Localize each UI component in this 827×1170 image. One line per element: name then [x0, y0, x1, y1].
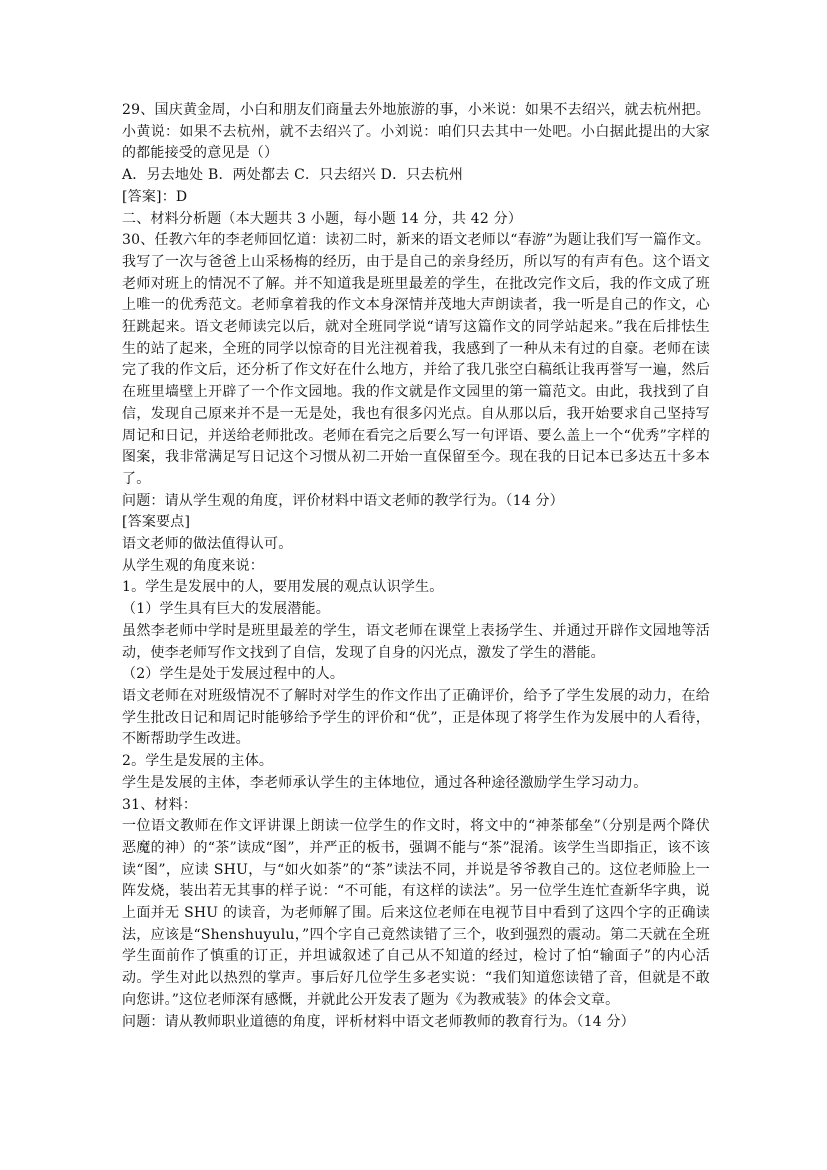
q30-question: 问题：请从学生观的角度，评价材料中语文老师的教学行为。（14 分）	[122, 492, 564, 509]
q31-material: 一位语文教师在作文评讲课上朗读一位学生的作文时，将文中的“神茶郁垒”（分别是两个降伏恶魔的神）的“茶”读成“图”，并严正的板书，强调不能与“茶”混淆。该学生当即指正，该不该读“图”，应读 SHU，与“如火如荼”的“茶”读法不同，并说是爷爷教自己的。这位老师脸上一阵发烧，装出若无其事的样子说：“不可能，有这样的读法”。另一位学生连忙查新华字典，说上面并无 SHU 的读音，为老师解了围。后来这位老师在电视节目中看到了这四个字的正确读法，应该是“Shenshuyulu，”四个字自己竟然读错了三个，收到强烈的震动。第二天就在全班学生面前作了慎重的订正，并坦诚叙述了自己从不知道的经过，检讨了怕“输面子”的内心活动。学生对此以热烈的掌声。事后好几位学生多老实说：“我们知道您读错了音，但就是不敢向您讲。”这位老师深有感慨，并就此公开发表了题为《为教戒装》的体会文章。	[122, 818, 710, 1008]
document-page	[122, 100, 710, 1033]
q30-answer-line: （2）学生是处于发展过程中的人。	[122, 666, 345, 683]
q30-answer-line: 学生是发展的主体，李老师承认学生的主体地位，通过各种途径激励学生学习动力。	[122, 774, 648, 791]
q30-answer-line: （1）学生具有巨大的发展潜能。	[122, 601, 330, 618]
q30-answer-line: 从学生观的角度来说：	[122, 557, 264, 574]
section2-title: 二、材料分析题（本大题共 3 小题，每小题 14 分，共 42 分）	[122, 210, 523, 227]
q29-stem: 29、国庆黄金周，小白和朋友们商量去外地旅游的事，小米说：如果不去绍兴，就去杭州把。小黄说：如果不去杭州，就不去绍兴了。小刘说：咱们只去其中一处吧。小白据此提出的大家的都能接受的意见是（）	[122, 102, 710, 162]
q30-answer-line: 语文老师在对班级情况不了解时对学生的作文作出了正确评价，给予了学生发展的动力，在给学生批改日记和周记时能够给予学生的评价和“优”，正是体现了将学生作为发展中的人看待，不断帮助学生改进。	[122, 687, 710, 748]
q31-title: 31、材料：	[122, 796, 198, 813]
q30-answer-line: 虽然李老师中学时是班里最差的学生，语文老师在课堂上表扬学生、并通过开辟作文园地等活动，使李老师写作文找到了自信，发现了自身的闪光点，激发了学生的潜能。	[122, 622, 710, 661]
q30-answer-line: 语文老师的做法值得认可。	[122, 536, 293, 553]
q30-answer-label: [答案要点]	[122, 514, 191, 531]
q30-material: 30、任教六年的李老师回忆道：读初二时，新来的语文老师以“春游”为题让我们写一篇作文。我写了一次与爸爸上山采杨梅的经历，由于是自己的亲身经历，所以写的有声有色。这个语文老师对班上的情况不了解。并不知道我是班里最差的学生，在批改完作文后，我的作文成了班上唯一的优秀范文。老师拿着我的作文本身深情并茂地大声朗读者，我一听是自己的作文，心狂跳起来。语文老师读完以后，就对全班同学说“请写这篇作文的同学站起来。”我在后排怯生生的站了起来，全班的同学以惊奇的目光注视着我，我感到了一种从未有过的自豪。老师在读完了我的作文后，还分析了作文好在什么地方，并给了我几张空白稿纸让我再誉写一遍，然后在班里墙壁上开辟了一个作文园地。我的作文就是作文园里的第一篇范文。由此，我找到了自信，发现自己原来并不是一无是处，我也有很多闪光点。自从那以后，我开始要求自己坚持写周记和日记，并送给老师批改。老师在看完之后要么写一句评语、要么盖上一个“优秀”字样的图案，我非常满足写日记这个习惯从初二开始一直保留至今。现在我的日记本已多达五十多本了。	[122, 232, 710, 487]
q30-answer-line: 2。学生是发展的主体。	[122, 753, 274, 770]
q29-answer: [答案]：D	[122, 188, 188, 205]
q30-answer-line: 1。学生是发展中的人，要用发展的观点认识学生。	[122, 579, 444, 596]
q29-options: A．另去地处 B．两处都去 C．只去绍兴 D．只去杭州	[122, 167, 464, 184]
q31-question: 问题：请从教师职业道德的角度，评析材料中语文老师教师的教育行为。（14 分）	[122, 1013, 635, 1030]
